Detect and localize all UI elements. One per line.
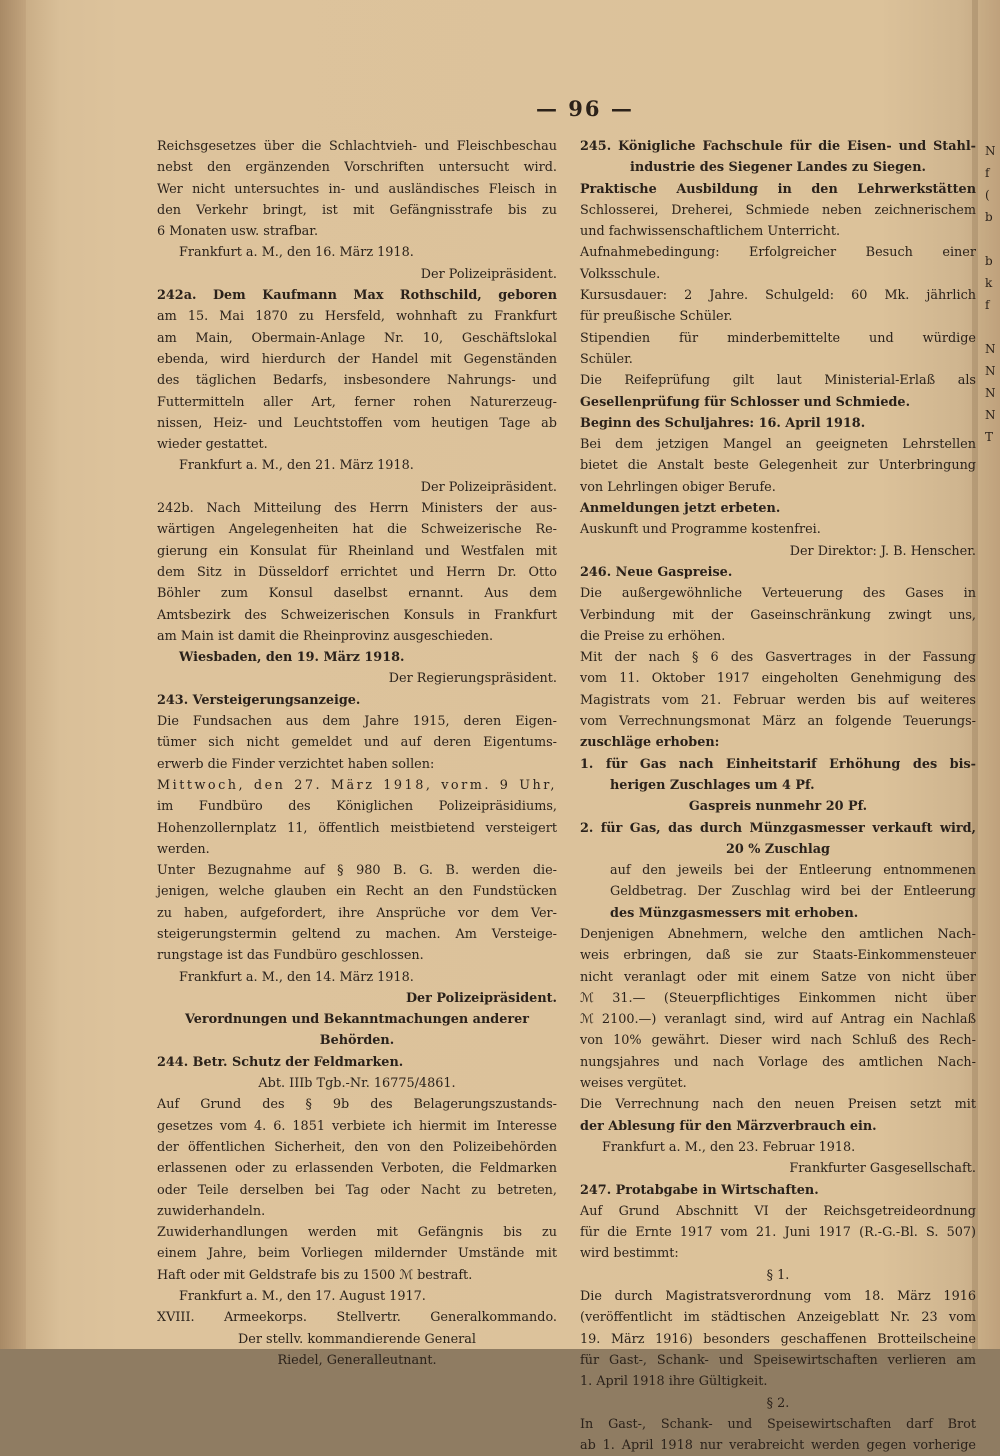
left-column-text-line: der öffentlichen Sicherheit, den von den Polizeibehörden — [157, 1139, 557, 1155]
left-column-text-line: zuwiderhandeln. — [157, 1203, 266, 1219]
right-column-text-line: 246. Neue Gaspreise. — [580, 564, 733, 580]
right-column-text-line: Mit der nach § 6 des Gasvertrages in der Fassung — [580, 650, 976, 666]
right-column-text-line: Die Reifeprüfung gilt laut Ministerial-Erlaß als — [580, 373, 976, 389]
left-column-text-line: XVIII. Armeekorps. Stellvertr. Generalkommando. — [157, 1310, 557, 1326]
left-column-text-line: gierung ein Konsulat für Rheinland und Westfalen mit — [157, 543, 557, 559]
right-column-text-line: Auskunft und Programme kostenfrei. — [580, 522, 821, 538]
left-column-text-line: Wiesbaden, den 19. März 1918. — [179, 650, 405, 666]
margin-glyph: b — [985, 254, 993, 268]
right-column-text-line: Geldbetrag. Der Zuschlag wird bei der Entleerung — [610, 884, 976, 900]
right-column-text-line: Beginn des Schuljahres: 16. April 1918. — [580, 415, 866, 431]
left-column-text-line: Der Polizeipräsident. — [420, 266, 557, 282]
left-column-text-line: jenigen, welche glauben ein Recht an den Fundstücken — [157, 884, 557, 900]
right-column — [580, 136, 976, 1456]
margin-glyph — [985, 316, 1000, 338]
right-column-text-line: Stipendien für minderbemittelte und würdige — [580, 330, 976, 346]
left-column-text-line: Verordnungen und Bekanntmachungen anderer — [185, 1012, 529, 1028]
right-column-text-line: der Ablesung für den Märzverbrauch ein. — [580, 1118, 877, 1134]
left-column-text-line: Amtsbezirk des Schweizerischen Konsuls in Frankfurt — [157, 607, 557, 623]
right-column-text-line: ℳ 2100.—) veranlagt sind, wird auf Antrag ein Nachlaß — [580, 1012, 976, 1028]
left-column — [157, 136, 557, 1371]
left-column-text-line: Böhler zum Konsul daselbst ernannt. Aus dem — [157, 586, 557, 602]
right-column-text-line: Magistrats vom 21. Februar werden bis auf weiteres — [580, 692, 976, 708]
left-column-text-line: 242b. Nach Mitteilung des Herrn Ministers der aus- — [157, 501, 557, 517]
right-column-text-line: Auf Grund Abschnitt VI der Reichsgetreideordnung — [580, 1203, 976, 1219]
right-column-text-line: und fachwissenschaftlichem Unterricht. — [580, 224, 841, 240]
right-column-text-line: Gaspreis nunmehr 20 Pf. — [688, 799, 868, 815]
right-column-text-line: weises vergütet. — [580, 1076, 687, 1092]
right-column-text-line: Die Verrechnung nach den neuen Preisen setzt mit — [580, 1097, 976, 1113]
left-column-text-line: 244. Betr. Schutz der Feldmarken. — [157, 1054, 404, 1070]
left-column-text-line: den Verkehr bringt, ist mit Gefängnisstrafe bis zu — [157, 202, 557, 218]
margin-glyph: f — [985, 166, 990, 180]
right-column-text-line: Frankfurter Gasgesellschaft. — [789, 1161, 976, 1177]
right-column-text-line: Die außergewöhnliche Verteuerung des Gases in — [580, 586, 976, 602]
left-column-text-line: 242a. Dem Kaufmann Max Rothschild, geboren — [157, 288, 557, 304]
left-column-text-line: Der Regierungspräsident. — [388, 671, 557, 687]
left-column-text-line: werden. — [157, 841, 210, 857]
left-column-text-line: zu haben, aufgefordert, ihre Ansprüche vor dem Ver- — [157, 905, 557, 921]
left-column-text-line: am Main ist damit die Rheinprovinz ausgeschieden. — [157, 628, 494, 644]
right-column-text-line: vom Verrechnungsmonat März an folgende Teuerungs- — [580, 714, 976, 730]
right-column-text-line: Praktische Ausbildung in den Lehrwerkstätten — [580, 181, 976, 197]
right-column-text-line: zuschläge erhoben: — [580, 735, 720, 751]
left-column-text-line: erwerb die Finder verzichtet haben sollen: — [157, 756, 435, 772]
left-column-text-line: Reichsgesetzes über die Schlachtvieh- und Fleischbeschau — [157, 139, 557, 154]
right-column-text-line: In Gast-, Schank- und Speisewirtschaften darf Brot — [580, 1416, 976, 1432]
right-column-text-line: industrie des Siegener Landes zu Siegen. — [630, 160, 926, 176]
left-column-text-line: Der Polizeipräsident. — [405, 990, 557, 1006]
left-column-text-line: ebenda, wird hierdurch der Handel mit Gegenständen — [157, 351, 557, 367]
left-column-text-line: Zuwiderhandlungen werden mit Gefängnis bis zu — [157, 1225, 557, 1241]
right-column-text-line: vom 11. Oktober 1917 eingeholten Genehmigung des — [580, 671, 976, 687]
margin-glyph: k — [985, 276, 993, 290]
right-column-text-line: Anmeldungen jetzt erbeten. — [580, 501, 781, 517]
margin-glyph: N — [985, 342, 996, 356]
right-column-text-line: Gesellenprüfung für Schlosser und Schmiede. — [580, 394, 911, 410]
right-column-text-line: Frankfurt a. M., den 23. Februar 1918. — [602, 1139, 856, 1155]
right-column-text-line: weis erbringen, daß sie zur Staats-Einkommensteuer — [580, 948, 976, 964]
left-column-text-line: am Main, Obermain-Anlage Nr. 10, Geschäftslokal — [157, 330, 557, 346]
right-column-text-line: 1. für Gas nach Einheitstarif Erhöhung des bis- — [580, 756, 976, 772]
left-column-text-line: am 15. Mai 1870 zu Hersfeld, wohnhaft zu Frankfurt — [157, 309, 557, 325]
right-column-text-line: Aufnahmebedingung: Erfolgreicher Besuch einer — [580, 245, 976, 261]
left-column-text-line: tümer sich nicht gemeldet und auf deren Eigentums- — [157, 735, 557, 751]
left-column-text-line: einem Jahre, beim Vorliegen mildernder Umstände mit — [157, 1246, 557, 1262]
right-column-text-line: 2. für Gas, das durch Münzgasmesser verkauft wird, — [580, 820, 976, 836]
right-column-text-line: herigen Zuschlages um 4 Pf. — [610, 777, 815, 793]
left-column-text-line: nebst den ergänzenden Vorschriften untersucht wird. — [157, 160, 557, 176]
left-column-text-line: im Fundbüro des Königlichen Polizeipräsidiums, — [157, 799, 557, 815]
right-column-text-line: bietet die Anstalt beste Gelegenheit zur Unterbringung — [580, 458, 976, 474]
left-column-text-line: dem Sitz in Düsseldorf errichtet und Herrn Dr. Otto — [157, 564, 557, 580]
left-column-text-line: Wer nicht untersuchtes in- und ausländisches Fleisch in — [157, 181, 557, 197]
left-column-text-line: Frankfurt a. M., den 21. März 1918. — [179, 458, 414, 474]
right-column-text-line: 247. Protabgabe in Wirtschaften. — [580, 1182, 819, 1198]
left-column-text-line: Behörden. — [319, 1033, 395, 1049]
left-column-text-line: Hohenzollernplatz 11, öffentlich meistbietend versteigert — [157, 820, 557, 836]
left-column-text-line: Haft oder mit Geldstrafe bis zu 1500 ℳ bestraft. — [157, 1267, 473, 1283]
right-column-text-line: des Münzgasmessers mit erhoben. — [610, 905, 859, 921]
right-column-text-line: von Lehrlingen obiger Berufe. — [580, 479, 776, 495]
left-column-text-line: 6 Monaten usw. strafbar. — [157, 224, 319, 240]
left-column-text-line: Frankfurt a. M., den 16. März 1918. — [179, 245, 414, 261]
right-column-text-line: § 2. — [766, 1395, 790, 1411]
left-column-text-line: oder Teile derselben bei Tag oder Nacht zu betreten, — [157, 1182, 557, 1198]
right-column-text-line: ℳ 31.— (Steuerpflichtiges Einkommen nicht über — [580, 990, 976, 1006]
margin-glyph: N — [985, 144, 996, 158]
left-column-text-line: des täglichen Bedarfs, insbesondere Nahrungs- und — [157, 373, 557, 389]
margin-glyph: f — [985, 298, 990, 312]
right-column-text-line: (veröffentlicht im städtischen Anzeigeblatt Nr. 23 vom — [580, 1310, 976, 1326]
margin-glyph: N — [985, 364, 996, 378]
right-column-text-line: für Gast-, Schank- und Speisewirtschaften verlieren am — [580, 1352, 976, 1368]
right-column-text-line: ab 1. April 1918 nur verabreicht werden gegen vorherige — [580, 1438, 976, 1454]
left-column-text-line: Der stellv. kommandierende General — [237, 1331, 476, 1347]
right-column-text-line: Der Direktor: J. B. Henscher. — [789, 543, 976, 559]
margin-glyph — [985, 228, 1000, 250]
left-column-text-line: Frankfurt a. M., den 14. März 1918. — [179, 969, 414, 985]
right-column-text-line: die Preise zu erhöhen. — [580, 628, 726, 644]
right-column-text-line: wird bestimmt: — [580, 1246, 679, 1262]
left-column-text-line: Abt. IIIb Tgb.-Nr. 16775/4861. — [258, 1076, 456, 1092]
right-column-text-line: 19. März 1916) besonders geschaffenen Brotteilscheine — [580, 1331, 976, 1347]
left-column-text-line: Der Polizeipräsident. — [420, 479, 557, 495]
left-column-text-line: gesetzes vom 4. 6. 1851 verbiete ich hiermit im Interesse — [157, 1118, 557, 1134]
left-column-text-line: Unter Bezugnahme auf § 980 B. G. B. werden die- — [157, 863, 557, 879]
margin-glyph: T — [985, 430, 994, 444]
right-column-text-line: 245. Königliche Fachschule für die Eisen- und Stahl- — [580, 139, 976, 154]
left-column-text-line: Mittwoch, den 27. März 1918, vorm. 9 Uhr, — [157, 777, 557, 793]
right-column-text-line: Schlosserei, Dreherei, Schmiede neben zeichnerischem — [580, 202, 976, 218]
margin-glyph: b — [985, 210, 993, 224]
left-column-text-line: 243. Versteigerungsanzeige. — [157, 692, 361, 708]
right-column-text-line: für preußische Schüler. — [580, 309, 733, 325]
right-column-text-line: Kursusdauer: 2 Jahre. Schulgeld: 60 Mk. jährlich — [580, 288, 976, 304]
left-column-text-line: Auf Grund des § 9b des Belagerungszustands- — [157, 1097, 557, 1113]
left-column-text-line: rungstage ist das Fundbüro geschlossen. — [157, 948, 424, 964]
right-column-text-line: 1. April 1918 ihre Gültigkeit. — [580, 1374, 768, 1390]
left-column-text-line: Futtermitteln aller Art, ferner rohen Naturerzeug- — [157, 394, 557, 410]
right-column-text-line: für die Ernte 1917 vom 21. Juni 1917 (R.-G.-Bl. S. 507) — [580, 1225, 976, 1241]
margin-glyph: N — [985, 386, 996, 400]
left-column-text-line: wieder gestattet. — [157, 437, 268, 453]
left-column-text-line: steigerungstermin geltend zu machen. Am Versteige- — [157, 926, 557, 942]
right-column-text-line: § 1. — [766, 1267, 790, 1283]
right-column-text-line: Bei dem jetzigen Mangel an geeigneten Lehrstellen — [580, 437, 976, 453]
right-column-text-line: nungsjahres und nach Vorlage des amtlichen Nach- — [580, 1054, 976, 1070]
left-column-text-line: Frankfurt a. M., den 17. August 1917. — [179, 1289, 426, 1305]
page-number: — 96 — — [536, 96, 634, 121]
right-column-text-line: auf den jeweils bei der Entleerung entnommenen — [610, 863, 976, 879]
adjacent-page-fragment — [985, 140, 1000, 448]
margin-glyph: N — [985, 408, 996, 422]
right-column-text-line: Schüler. — [580, 351, 633, 367]
margin-glyph: ( — [985, 188, 990, 202]
left-column-text-line: wärtigen Angelegenheiten hat die Schweizerische Re- — [157, 522, 557, 538]
page-edge-left — [0, 0, 26, 1349]
right-column-text-line: Die durch Magistratsverordnung vom 18. März 1916 — [580, 1289, 976, 1305]
right-column-text-line: nicht veranlagt oder mit einem Satze von nicht über — [580, 969, 976, 985]
right-column-text-line: von 10% gewährt. Dieser wird nach Schluß des Rech- — [580, 1033, 976, 1049]
left-column-text-line: Riedel, Generalleutnant. — [277, 1352, 437, 1368]
left-column-text-line: nissen, Heiz- und Leuchtstoffen vom heutigen Tage ab — [157, 415, 557, 431]
right-column-text-line: Denjenigen Abnehmern, welche den amtlichen Nach- — [580, 926, 976, 942]
right-column-text-line: Verbindung mit der Gaseinschränkung zwingt uns, — [580, 607, 976, 623]
left-column-text-line: Die Fundsachen aus dem Jahre 1915, deren Eigen- — [157, 714, 557, 730]
right-column-text-line: Volksschule. — [580, 266, 661, 282]
right-column-text-line: 20 % Zuschlag — [726, 841, 830, 857]
left-column-text-line: erlassenen oder zu erlassenden Verboten, die Feldmarken — [157, 1161, 557, 1177]
